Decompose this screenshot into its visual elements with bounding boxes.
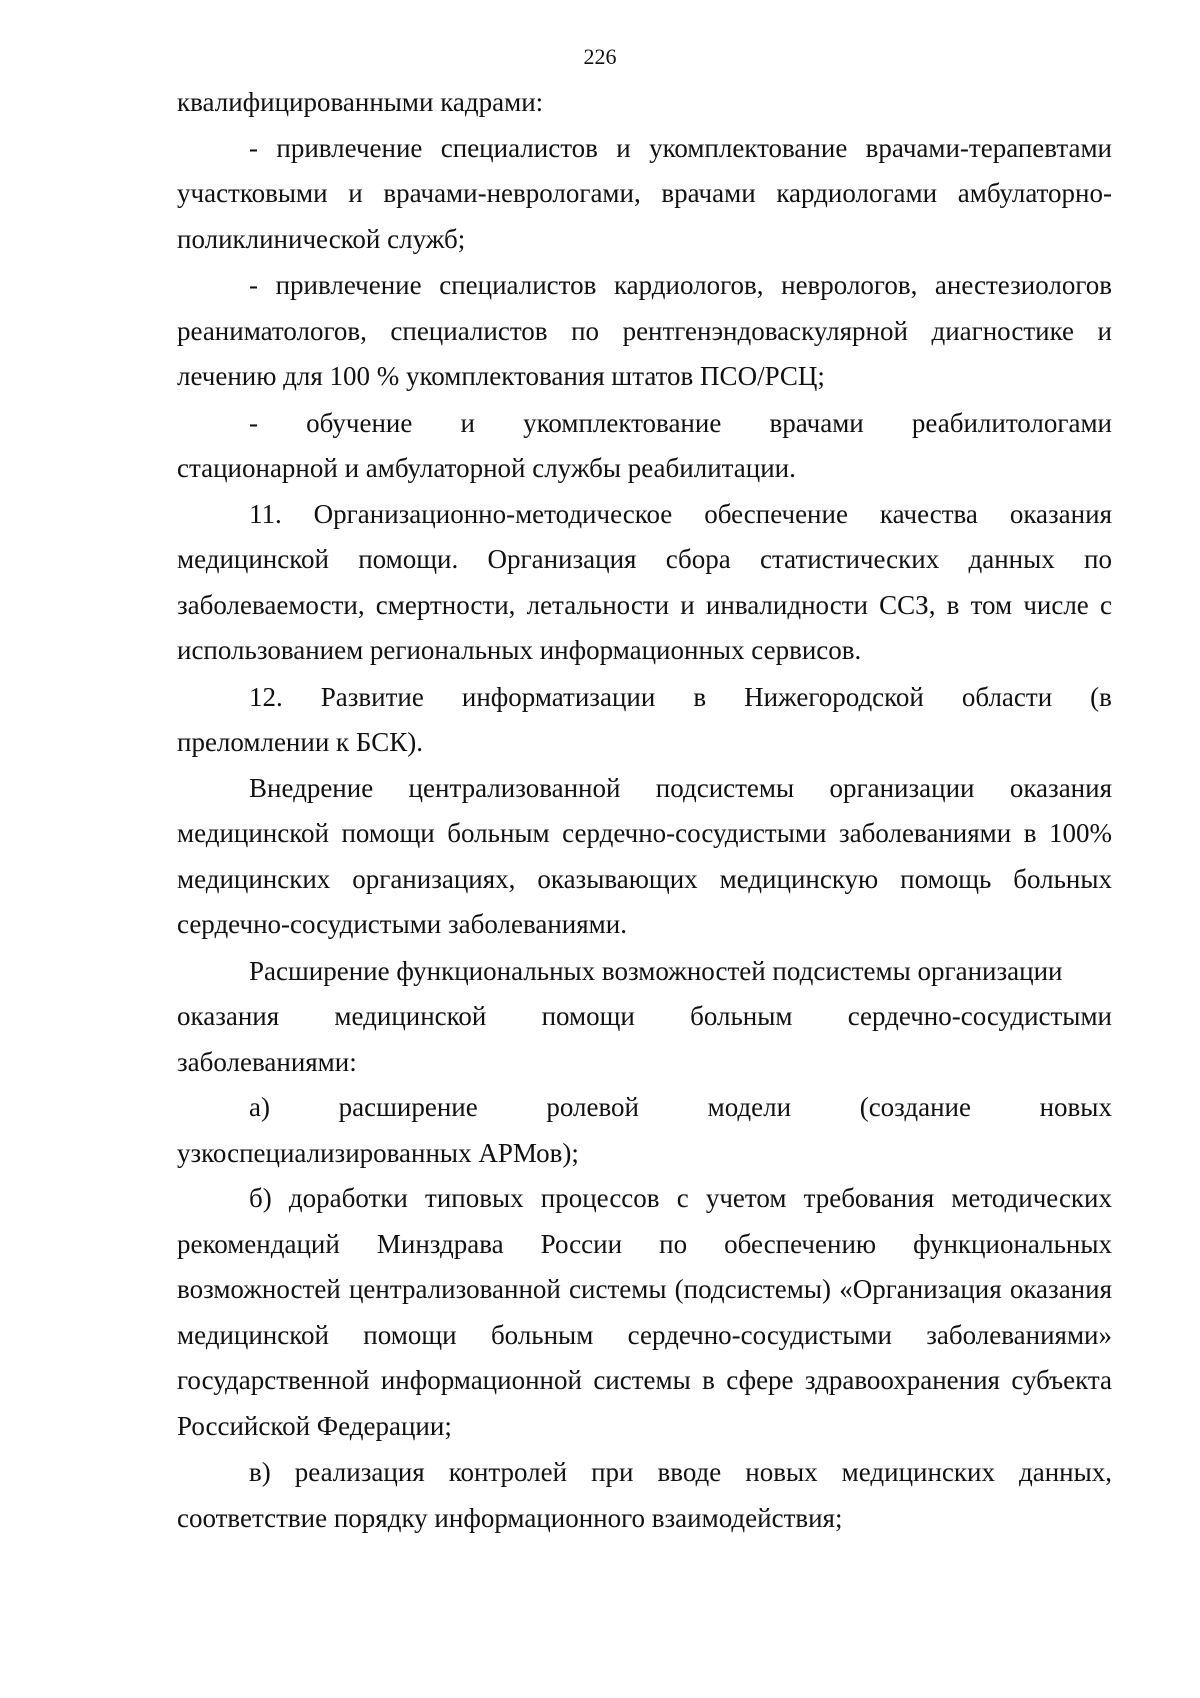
word: врачами: [769, 407, 864, 438]
word: 12.: [249, 681, 283, 712]
paragraph-item-b: б) доработки типовых процессов с учетом требования методических рекомендаций Минздрава России по обеспечению функциональных возможностей централизованной системы (подсистемы) «Организация оказания медицинской помощи больным сердечно-сосудистыми заболеваниями» государственной информационной системы в сфере здравоохранения субъекта Российской Федерации;: [177, 1183, 1112, 1441]
paragraph-bullet-therapists: - привлечение специалистов и укомплектование врачами-терапевтами участковыми и врачами-неврологами, врачами кардиологами амбулаторно-поликлинической служб;: [177, 132, 1112, 254]
word: (создание: [859, 1092, 971, 1122]
paragraph-expansion: [177, 949, 1112, 1086]
paragraph-item-12: [177, 675, 1112, 766]
word: укомплектование: [523, 407, 722, 438]
line-text: узкоспециализированных АРМов);: [177, 1137, 579, 1168]
paragraph-implementation: Внедрение централизованной подсистемы организации оказания медицинской помощи больным сердечно-сосудистыми заболеваниями в 100% медицинских организациях, оказывающих медицинскую помощь больных сердечно-сосудистыми заболеваниями.: [177, 772, 1112, 939]
word: в: [693, 681, 707, 712]
line-text: преломлении к БСК).: [177, 727, 423, 757]
page-number: 226: [583, 44, 617, 69]
word: (в: [1090, 681, 1112, 712]
line-text: заболеваниями:: [177, 1046, 357, 1077]
spread-line: [177, 1085, 1112, 1131]
paragraph-item-v: в) реализация контролей при вводе новых медицинских данных, соответствие порядку информационного взаимодействия;: [177, 1457, 1112, 1533]
word: реабилитологами: [911, 407, 1112, 438]
word: ролевой: [546, 1092, 639, 1122]
word: помощи: [541, 1001, 635, 1031]
word: Развитие: [320, 681, 424, 712]
spread-line: [177, 675, 1112, 721]
word: области: [961, 681, 1053, 712]
word: информатизации: [461, 681, 656, 712]
word: расширение: [338, 1092, 478, 1122]
line-text: Расширение функциональных возможностей подсистемы организации: [249, 955, 1063, 986]
word: новых: [1039, 1092, 1112, 1122]
document-body: [177, 80, 1112, 1542]
line-text: стационарной и амбулаторной службы реабилитации.: [177, 453, 796, 483]
word: модели: [707, 1092, 792, 1122]
word: обучение: [306, 407, 413, 438]
word: и: [460, 407, 475, 438]
word: сердечно-сосудистыми: [847, 1001, 1112, 1031]
paragraph-bullet-cardiologists: - привлечение специалистов кардиологов, неврологов, анестезиологов реаниматологов, специалистов по рентгенэндоваскулярной диагностике и лечению для 100 % укомплектования штатов ПСО/РСЦ;: [177, 270, 1112, 391]
spread-line: [177, 994, 1112, 1040]
paragraph-bullet-rehabilitation: [177, 401, 1112, 492]
word: -: [249, 407, 258, 438]
paragraph-item-11: 11. Организационно-методическое обеспечение качества оказания медицинской помощи. Организация сбора статистических данных по заболеваемости, смертности, летальности и инвалидности ССЗ, в том числе с использованием региональных информационных сервисов.: [177, 498, 1112, 665]
word: оказания: [177, 1001, 280, 1031]
spread-line: [177, 401, 1112, 447]
paragraph-item-a: [177, 1085, 1112, 1176]
word: Нижегородской: [744, 681, 924, 712]
word: больным: [690, 1001, 793, 1031]
word: а): [249, 1092, 270, 1122]
paragraph-continuation: квалифицированными кадрами:: [177, 87, 544, 117]
word: медицинской: [334, 1001, 487, 1031]
